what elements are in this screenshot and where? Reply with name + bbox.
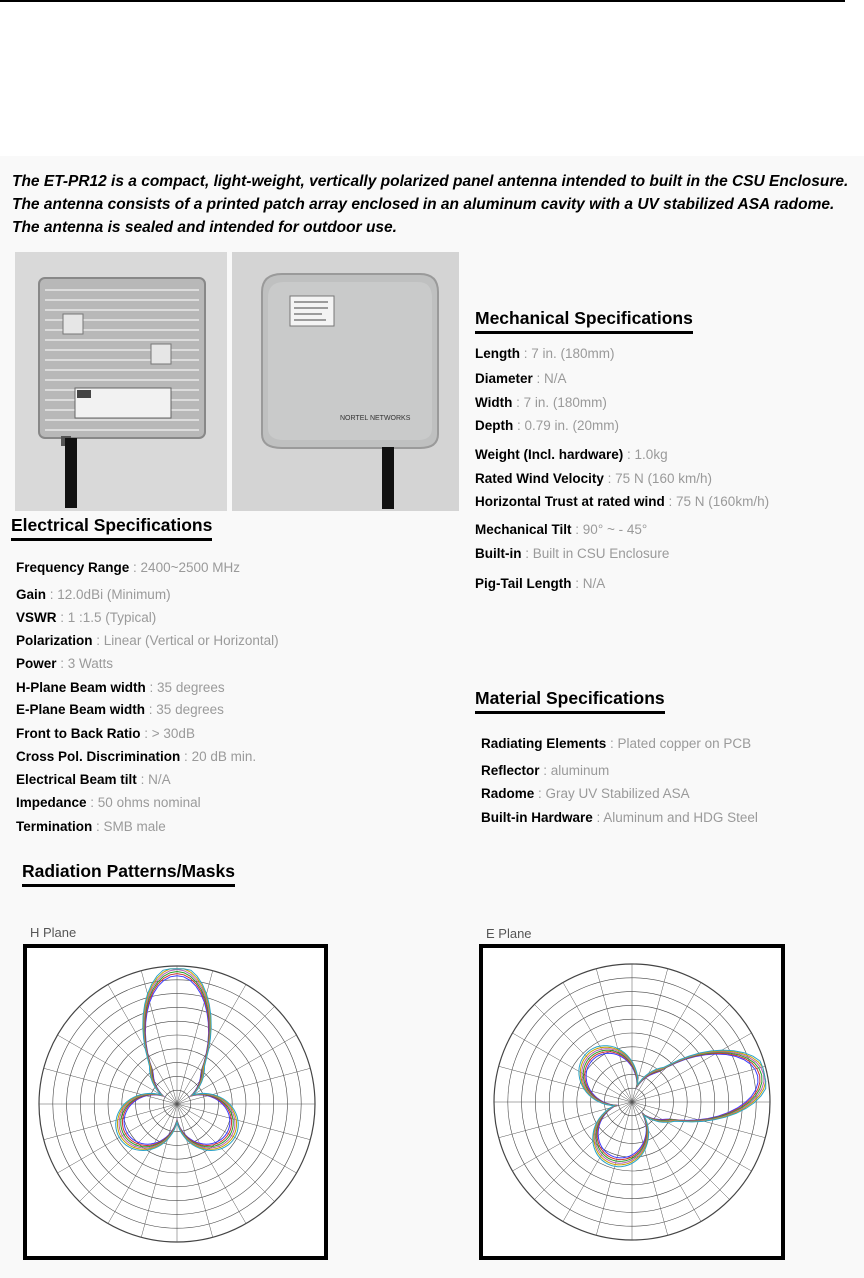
h-grid-spoke (141, 971, 177, 1104)
e-grid-spoke (534, 1102, 632, 1200)
h-grid-spoke (44, 1068, 177, 1104)
h-plane-label: H Plane (30, 925, 77, 940)
e-grid-spoke (596, 969, 632, 1102)
h-plane-polar-chart (27, 948, 324, 1256)
spec-depth: Depth : 0.79 in. (20mm) (475, 418, 620, 433)
e-pattern-trace (582, 1049, 764, 1164)
e-grid-spoke (632, 982, 701, 1102)
spec-radome: Radome : Gray UV Stabilized ASA (481, 786, 690, 801)
e-plane-polar-chart (483, 948, 781, 1256)
spec-weight: Weight (Incl. hardware) : 1.0kg (475, 447, 668, 462)
spec-radiating-elements: Radiating Elements : Plated copper on PCB (481, 736, 752, 751)
h-grid-spoke (79, 1006, 177, 1104)
spec-e-plane-beam-width: E-Plane Beam width : 35 degrees (16, 702, 224, 717)
h-plane-plot (23, 944, 328, 1260)
e-grid-spoke (596, 1102, 632, 1235)
h-grid-spoke (141, 1104, 177, 1237)
spec-rated-wind-velocity: Rated Wind Velocity : 75 N (160 km/h) (475, 471, 712, 486)
e-grid-spoke (632, 1033, 752, 1102)
e-grid-spoke (499, 1066, 632, 1102)
h-grid-spoke (44, 1104, 177, 1140)
h-grid-spoke (177, 1104, 275, 1202)
spec-polarization: Polarization : Linear (Vertical or Horizontal) (16, 633, 279, 648)
h-grid-spoke (177, 1006, 275, 1104)
spec-vswr: VSWR : 1 :1.5 (Typical) (16, 610, 157, 625)
h-grid-spoke (177, 1104, 213, 1237)
h-grid-spoke (177, 1068, 310, 1104)
e-grid-spoke (512, 1033, 632, 1102)
spec-mechanical-tilt: Mechanical Tilt : 90° ~ - 45° (475, 522, 648, 537)
spec-length: Length : 7 in. (180mm) (475, 346, 615, 361)
spec-horizontal-trust: Horizontal Trust at rated wind : 75 N (160km/h) (475, 494, 770, 509)
spec-front-to-back-ratio: Front to Back Ratio : > 30dB (16, 726, 195, 741)
antenna-front-photo (232, 252, 459, 511)
spec-frequency-range: Frequency Range : 2400~2500 MHz (16, 560, 240, 575)
spec-built-in-hardware: Built-in Hardware : Aluminum and HDG Steel (481, 810, 758, 825)
spec-built-in: Built-in : Built in CSU Enclosure (475, 546, 670, 561)
electrical-specs-heading: Electrical Specifications (11, 515, 212, 541)
spec-power: Power : 3 Watts (16, 656, 114, 671)
spec-gain: Gain : 12.0dBi (Minimum) (16, 587, 171, 602)
h-grid-spoke (79, 1104, 177, 1202)
spec-cross-pol-discrimination: Cross Pol. Discrimination : 20 dB min. (16, 749, 257, 764)
e-plane-label: E Plane (486, 926, 532, 941)
h-grid-spoke (177, 971, 213, 1104)
antenna-back-photo (15, 252, 227, 511)
e-plane-plot (479, 944, 785, 1260)
e-grid-spoke (563, 982, 632, 1102)
h-grid-spoke (177, 1035, 297, 1104)
h-grid-spoke (108, 1104, 177, 1224)
spec-pig-tail-length: Pig-Tail Length : N/A (475, 576, 606, 591)
top-rule (0, 0, 845, 2)
spec-termination: Termination : SMB male (16, 819, 166, 834)
spec-width: Width : 7 in. (180mm) (475, 395, 607, 410)
spec-diameter: Diameter : N/A (475, 371, 567, 386)
material-specs-heading: Material Specifications (475, 688, 665, 714)
mechanical-specs-heading: Mechanical Specifications (475, 308, 693, 334)
h-grid-spoke (57, 1035, 177, 1104)
spec-h-plane-beam-width: H-Plane Beam width : 35 degrees (16, 680, 225, 695)
h-grid-spoke (177, 1104, 310, 1140)
spec-electrical-beam-tilt: Electrical Beam tilt : N/A (16, 772, 171, 787)
spec-reflector: Reflector : aluminum (481, 763, 610, 778)
h-grid-spoke (177, 984, 246, 1104)
h-grid-spoke (177, 1104, 246, 1224)
nortel-logo: NORTEL NETWORKS (340, 415, 411, 422)
h-grid-spoke (108, 984, 177, 1104)
radiation-patterns-heading: Radiation Patterns/Masks (22, 861, 235, 887)
intro-paragraph: The ET-PR12 is a compact, light-weight, vertically polarized panel antenna intended to built in the CSU Enclosure. The antenna consists of a printed patch array enclosed in an aluminum cavity with a UV stabilized ASA radome. The antenna is sealed and intended for outdoor use. (12, 173, 849, 236)
spec-impedance: Impedance : 50 ohms nominal (16, 795, 201, 810)
